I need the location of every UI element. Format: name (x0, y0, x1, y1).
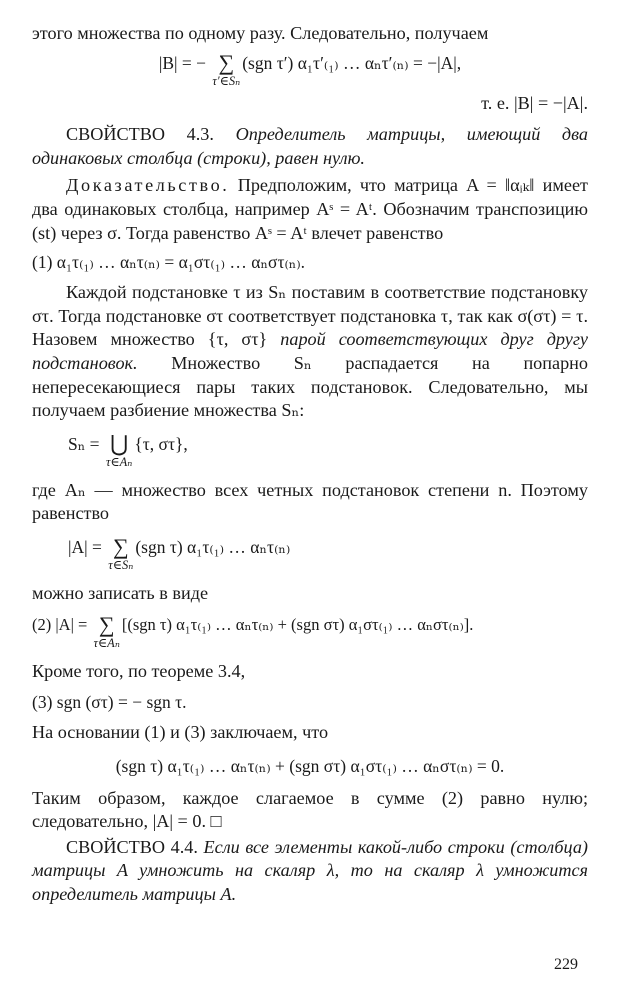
property-statement: Если все элементы какой-либо строки (столбца) матрицы A умножить на скаляр λ, то на скаляр λ умножится определитель матрицы A. (32, 836, 588, 905)
text-line: этого множества по одному разу. Следовательно, получаем (32, 23, 489, 43)
conclusion-paragraph: Таким образом, каждое слагаемое в сумме (2) равно нулю; следовательно, |A| = 0. □ (32, 787, 588, 832)
page-number: 229 (554, 956, 578, 973)
property-heading: СВОЙСТВО 4.4. (66, 836, 204, 857)
union-symbol: ⋃ τ∈Aₙ (105, 430, 133, 469)
text-paragraph: где Aₙ — множество всех четных подстановок степени n. Поэтому равенство (32, 479, 588, 524)
equation-2: (2) |A| = ∑ τ∈Aₙ [(sgn τ) α₁τ₍₁₎ … αₙτ₍ₙ₎ + (sgn στ) α₁στ₍₁₎ … αₙστ₍ₙ₎]. (32, 611, 474, 650)
property-heading: СВОЙСТВО 4.3. (66, 124, 236, 145)
equation-result: т. е. |B| = −|A|. (481, 92, 588, 113)
text-paragraph: Кроме того, по теореме 3.4, (32, 660, 246, 681)
equation-1: (1) α₁τ₍₁₎ … αₙτ₍ₙ₎ = α₁στ₍₁₎ … αₙστ₍ₙ₎. (32, 252, 306, 273)
equation-b-det: |B| = − ∑ τ′∈Sₙ (sgn τ′) α₁τ′₍₁₎ … αₙτ′₍ₙ₎ = −|A|, (158, 49, 462, 88)
sum-symbol: ∑ τ∈Aₙ (93, 611, 120, 650)
pairs-paragraph: Каждой подстановке τ из Sₙ поставим в соответствие подстановку στ. Тогда подстановке στ соответствует подстановка τ, так как σ(στ) = τ. Назовем множество {τ, στ} парой соответствующих друг другу подстановок. Множество Sₙ распадается на попарно непересекающиеся пары таких подстановок. Следовательно, мы получаем разбиение множества Sₙ: (32, 282, 589, 421)
proof-label: Доказательство. (66, 175, 230, 196)
text-paragraph: можно записать в виде (32, 582, 209, 603)
text-paragraph: На основании (1) и (3) заключаем, что (32, 722, 329, 743)
sum-symbol: ∑ τ′∈Sₙ (212, 49, 241, 88)
equation-4: (sgn τ) α₁τ₍₁₎ … αₙτ₍ₙ₎ + (sgn στ) α₁στ₍₁₎ … αₙστ₍ₙ₎ = 0. (115, 755, 505, 776)
property-statement: Определитель матрицы, имеющий два одинаковых столбца (строки), равен нулю. (32, 124, 588, 168)
equation-det: |A| = ∑ τ∈Sₙ (sgn τ) α₁τ₍₁₎ … αₙτ₍ₙ₎ (68, 533, 291, 572)
sum-symbol: ∑ τ∈Sₙ (108, 533, 134, 572)
page-body (32, 22, 588, 907)
property-4-4 (32, 836, 588, 907)
proof-paragraph: Доказательство. Предположим, что матрица A = ‖αᵢₖ‖ имеет два одинаковых столбца, например Aˢ = Aᵗ. Обозначим транспозицию (st) через σ. Тогда равенство Aˢ = Aᵗ влечет равенство (32, 175, 588, 243)
property-4-3 (32, 123, 588, 170)
equation-union: Sₙ = ⋃ τ∈Aₙ {τ, στ}, (68, 430, 188, 469)
equation-3: (3) sgn (στ) = − sgn τ. (32, 692, 187, 713)
